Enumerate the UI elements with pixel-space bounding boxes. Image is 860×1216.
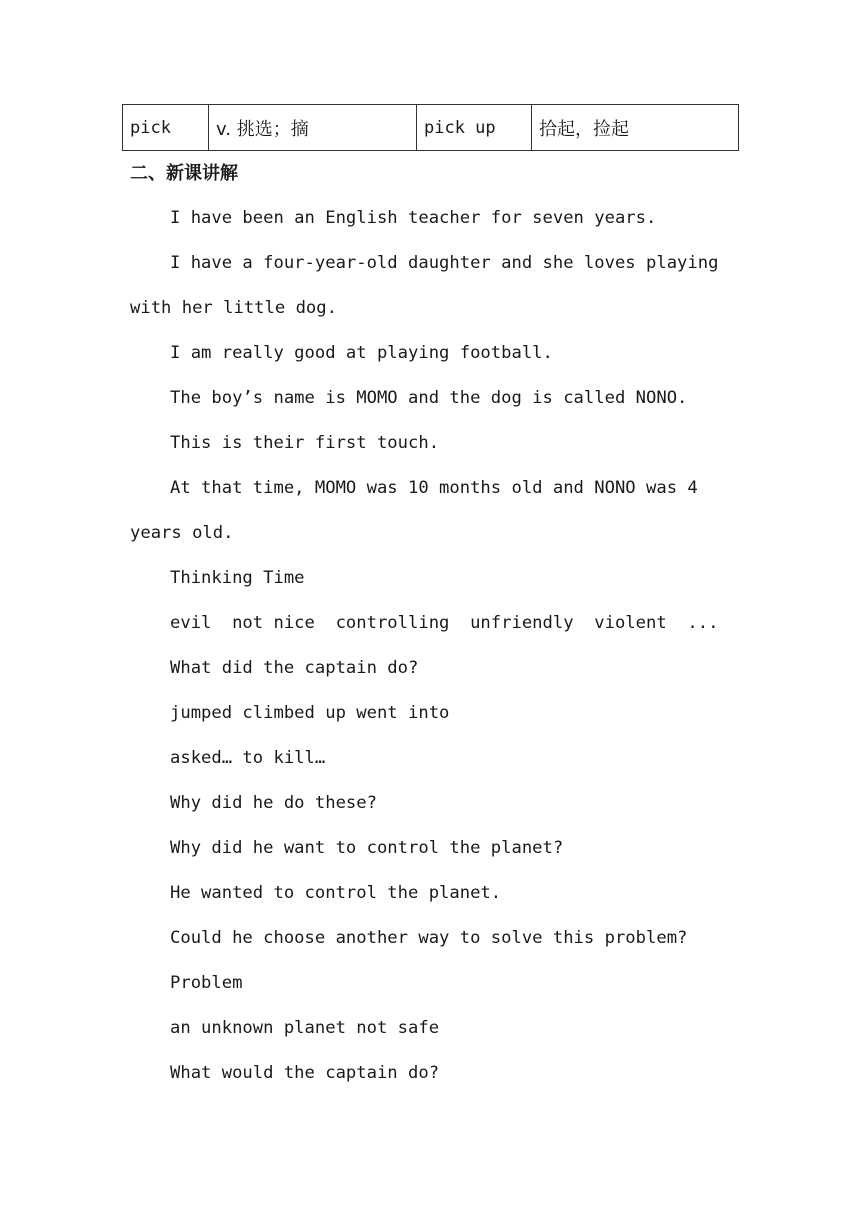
- table-cell-phrase: pick up: [417, 105, 532, 151]
- paragraph: What would the captain do?: [170, 1063, 440, 1083]
- section-heading: 二、新课讲解: [130, 163, 238, 184]
- paragraph: Why did he do these?: [170, 793, 377, 813]
- paragraph: I have a four-year-old daughter and she loves playing with her little dog.: [130, 253, 729, 318]
- paragraph: This is their first touch.: [170, 433, 440, 453]
- paragraph: At that time, MOMO was 10 months old and NONO was 4 years old.: [130, 478, 709, 543]
- paragraph: What did the captain do?: [170, 658, 419, 678]
- paragraph: evil not nice controlling unfriendly violent ...: [170, 613, 719, 633]
- paragraph: an unknown planet not safe: [170, 1018, 440, 1038]
- paragraph: Why did he want to control the planet?: [170, 838, 564, 858]
- table-row: [123, 105, 739, 151]
- paragraph: I am really good at playing football.: [170, 343, 553, 363]
- paragraph: asked… to kill…: [170, 748, 326, 768]
- paragraph: jumped climbed up went into: [170, 703, 450, 723]
- paragraph: Could he choose another way to solve this problem?: [170, 928, 688, 948]
- paragraph: I have been an English teacher for seven years.: [170, 208, 657, 228]
- table-cell-meaning: v. 挑选；摘: [209, 105, 417, 151]
- table-cell-word: pick: [123, 105, 209, 151]
- paragraph: He wanted to control the planet.: [170, 883, 502, 903]
- paragraph: The boy’s name is MOMO and the dog is called NONO.: [170, 388, 688, 408]
- lesson-content: [130, 196, 740, 1096]
- vocabulary-table: [122, 104, 739, 151]
- table-cell-phrase-meaning: 拾起，捡起: [532, 105, 739, 151]
- paragraph: Thinking Time: [170, 568, 305, 588]
- paragraph: Problem: [170, 973, 243, 993]
